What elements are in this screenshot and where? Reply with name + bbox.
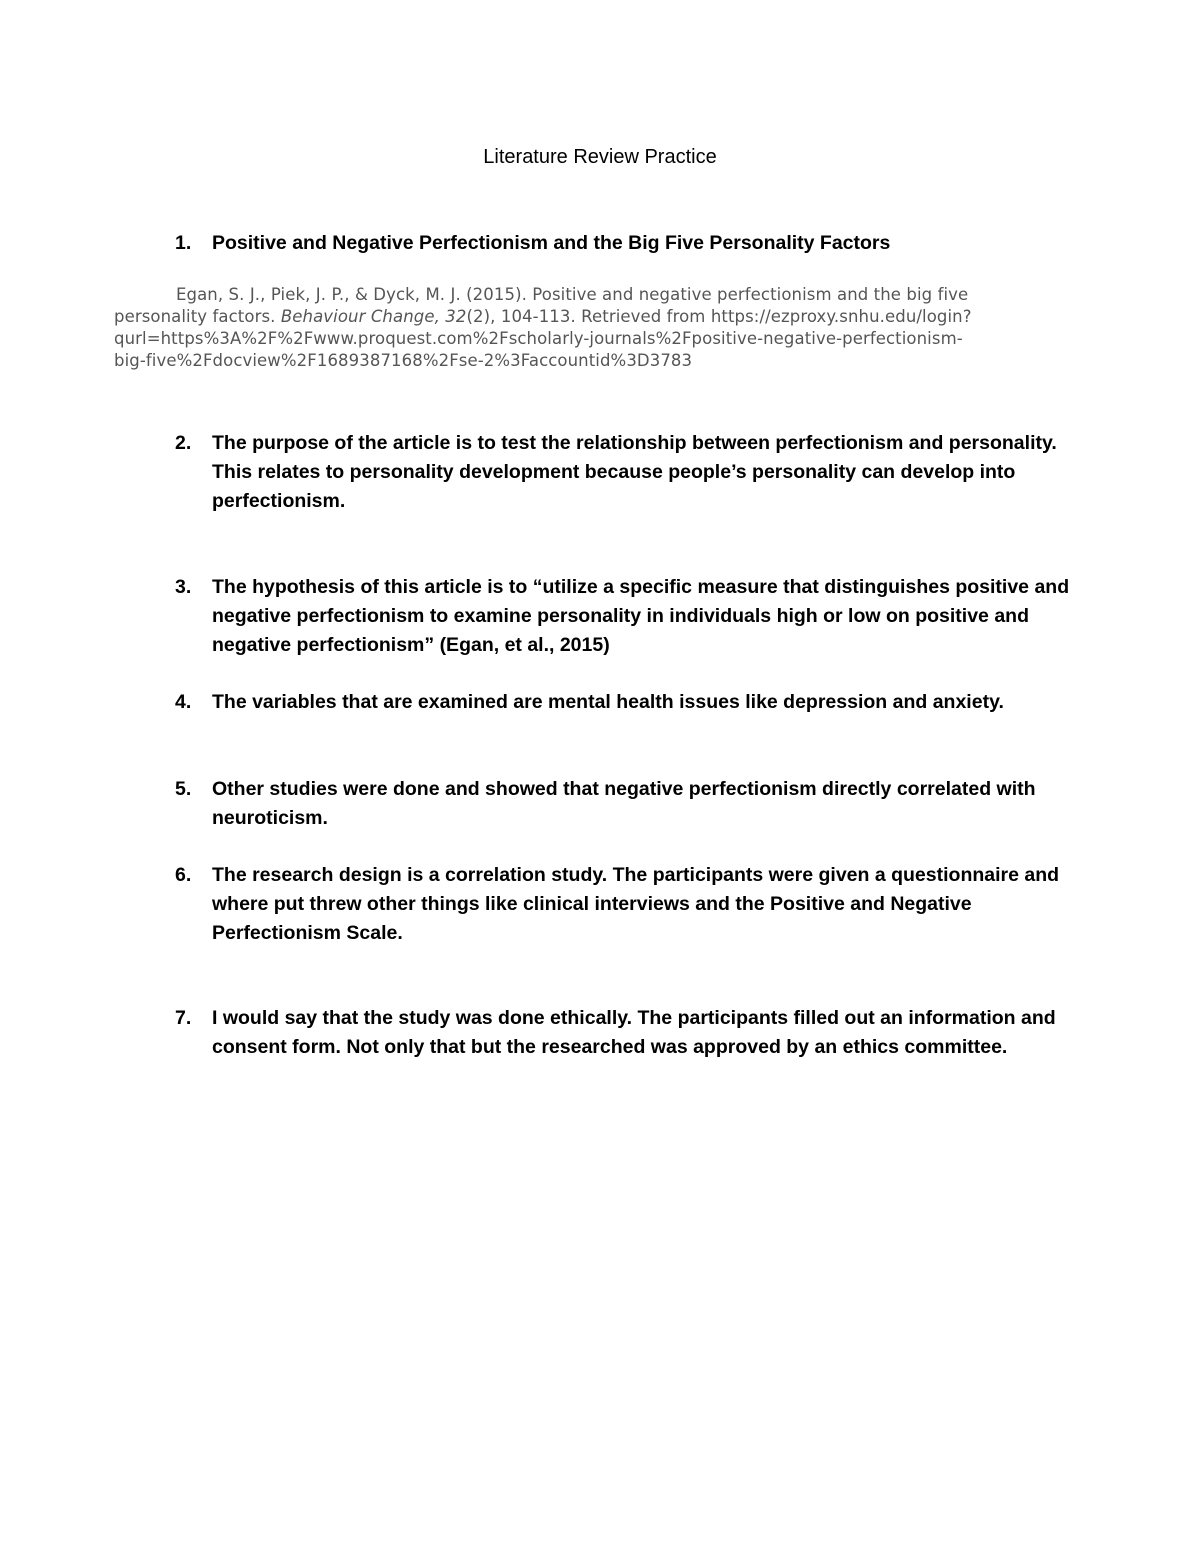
list-item-4 bbox=[175, 688, 1075, 717]
list-item-1 bbox=[175, 229, 1075, 258]
list-item-number: 3. bbox=[175, 576, 192, 598]
list-item-number: 2. bbox=[175, 432, 192, 454]
list-item-number: 4. bbox=[175, 691, 192, 713]
citation-url-line-1[interactable]: qurl=https%3A%2F%2Fwww.proquest.com%2Fscholarly-journals%2Fpositive-negative-perfectionism- bbox=[114, 329, 963, 348]
list-item-6 bbox=[175, 861, 1075, 948]
list-item-7 bbox=[175, 1004, 1075, 1062]
citation-line-2-start: personality factors. bbox=[114, 307, 281, 326]
document-title: Literature Review Practice bbox=[483, 146, 717, 168]
list-item-number: 5. bbox=[175, 778, 192, 800]
list-item-2 bbox=[175, 429, 1075, 516]
apa-citation bbox=[114, 284, 1059, 372]
list-item-text: The variables that are examined are mental health issues like depression and anxiety. bbox=[212, 691, 1004, 713]
citation-line-1: Egan, S. J., Piek, J. P., & Dyck, M. J. (2015). Positive and negative perfectionism and the big five bbox=[176, 285, 969, 304]
article-title: Positive and Negative Perfectionism and the Big Five Personality Factors bbox=[212, 232, 891, 254]
list-item-number: 1. bbox=[175, 232, 192, 254]
list-item-text: Other studies were done and showed that negative perfectionism directly correlated with neuroticism. bbox=[212, 778, 1036, 829]
list-item-text: The purpose of the article is to test the relationship between perfectionism and personality. This relates to personality development because people’s personality can develop into perfectionism. bbox=[212, 432, 1057, 512]
list-item-number: 6. bbox=[175, 864, 192, 886]
list-item-text: The hypothesis of this article is to “utilize a specific measure that distinguishes positive and negative perfectionism to examine personality in individuals high or low on positive and negative perfectionism” (Egan, et al., 2015) bbox=[212, 576, 1070, 656]
list-item-3 bbox=[175, 573, 1075, 660]
list-item-number: 7. bbox=[175, 1007, 192, 1029]
citation-line-2-end: (2), 104-113. Retrieved from https://ezproxy.snhu.edu/login? bbox=[466, 307, 972, 326]
journal-name: Behaviour Change, 32 bbox=[280, 307, 467, 326]
list-item-5 bbox=[175, 775, 1075, 833]
citation-url-line-2[interactable]: big-five%2Fdocview%2F1689387168%2Fse-2%3Faccountid%3D3783 bbox=[114, 351, 693, 370]
list-item-text: The research design is a correlation study. The participants were given a questionnaire and where put threw other things like clinical interviews and the Positive and Negative Perfectionism Scale. bbox=[212, 864, 1060, 944]
list-item-text: I would say that the study was done ethically. The participants filled out an information and consent form. Not only that but the researched was approved by an ethics committee. bbox=[212, 1007, 1056, 1058]
citation-line-2 bbox=[114, 306, 1059, 328]
